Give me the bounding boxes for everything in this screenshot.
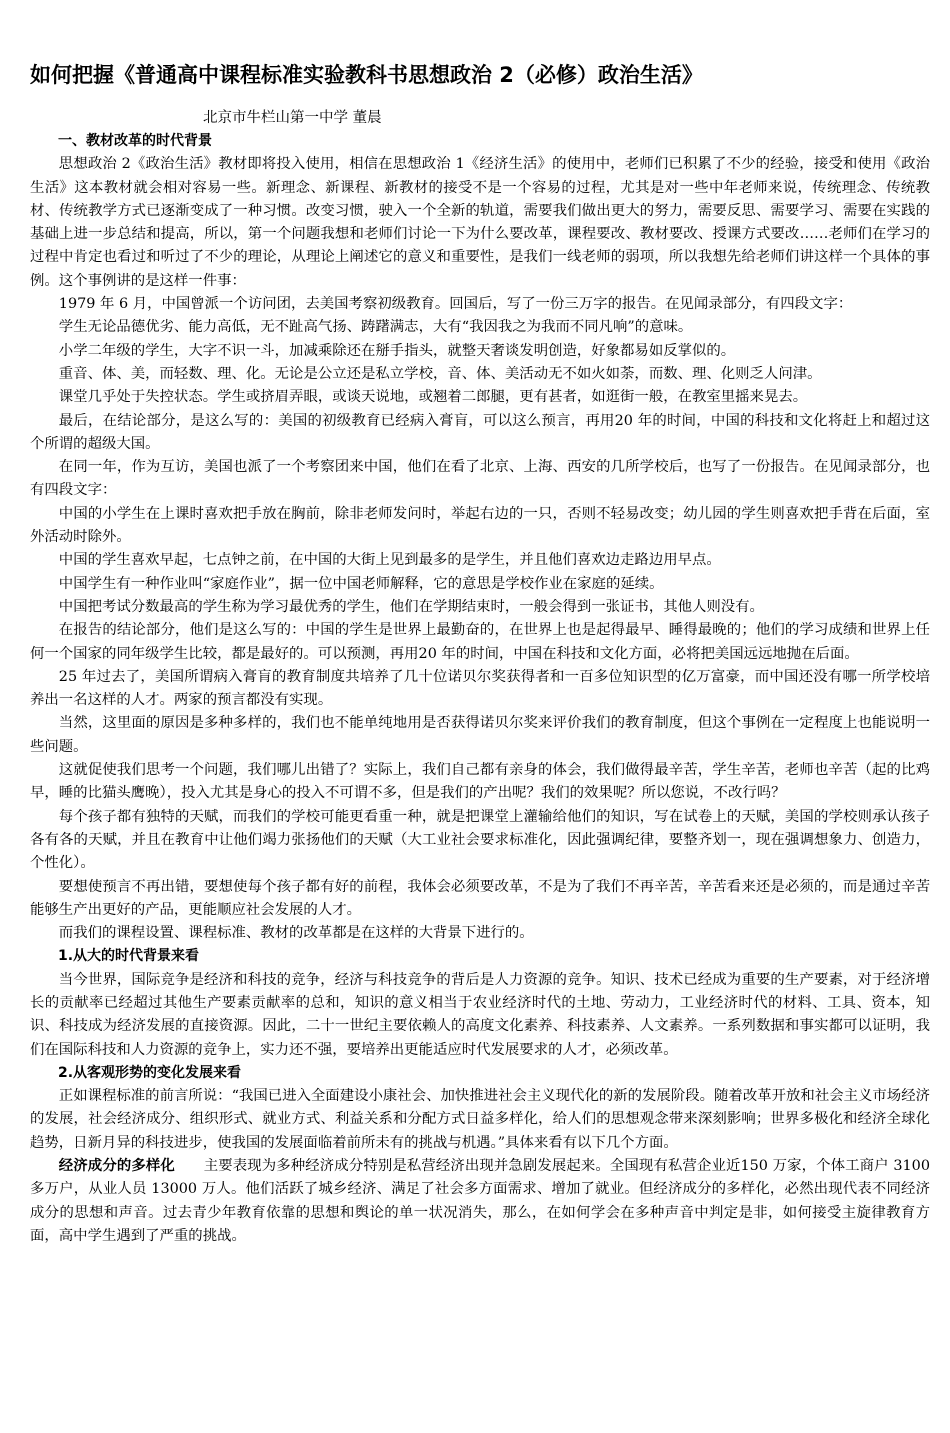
paragraph: 每个孩子都有独特的天赋，而我们的学校可能更看重一种，就是把课堂上灌输给他们的知识，写在试卷上的天赋，美国的学校则承认孩子各有各的天赋，并且在教育中让他们竭力张扬他们的天赋（大工业社会要求标准化，因此强调纪律，要整齐划一，现在强调想象力、创造力，个性化）。 [30, 808, 930, 872]
paragraph: 小学二年级的学生，大字不识一斗，加减乘除还在掰手指头，就整天奢谈发明创造，好象都易如反掌似的。 [58, 342, 736, 359]
paragraph: 重音、体、美，而轻数、理、化。无论是公立还是私立学校，音、体、美活动无不如火如荼，而数、理、化则乏人问津。 [58, 365, 822, 382]
paragraph: 在同一年，作为互访，美国也派了一个考察团来中国，他们在看了北京、上海、西安的几所学校后，也写了一份报告。在见闻录部分，也有四段文字： [30, 459, 930, 499]
paragraph: 最后，在结论部分，是这么写的：美国的初级教育已经病入膏肓，可以这么预言，再用20 年的时间，中国的科技和文化将赶上和超过这个所谓的超级大国。 [30, 412, 930, 452]
paragraph: 中国学生有一种作业叫“家庭作业”，据一位中国老师解释，它的意思是学校作业在家庭的延续。 [58, 575, 664, 592]
paragraph: 当然，这里面的原因是多种多样的，我们也不能单纯地用是否获得诺贝尔奖来评价我们的教育制度，但这个事例在一定程度上也能说明一些问题。 [30, 715, 930, 755]
paragraph: 正如课程标准的前言所说：“我国已进入全面建设小康社会、加快推进社会主义现代化的新的发展阶段。随着改革开放和社会主义市场经济的发展，社会经济成分、组织形式、就业方式、利益关系和分配方式日益多样化，给人们的思想观念带来深刻影响；世界多极化和经济全球化趋势，日新月异的科技进步，使我国的发展面临着前所未有的挑战与机遇。”具体来看有以下几个方面。 [30, 1088, 930, 1151]
section-heading: 一、教材改革的时代背景 [58, 133, 212, 149]
subsection-heading: 1.从大的时代背景来看 [58, 948, 200, 965]
paragraph: 当今世界，国际竞争是经济和科技的竞争，经济与科技竞争的背后是人力资源的竞争。知识、技术已经成为重要的生产要素，对于经济增长的贡献率已经超过其他生产要素贡献率的总和，知识的意义相当于农业经济时代的土地、劳动力，工业经济时代的材料、工具、资本，知识、科技成为经济发展的直接资源。因此，二十一世纪主要依赖人的高度文化素养、科技素养、人文素养。一系列数据和事实都可以证明，我们在国际科技和人力资源的竞争上，实力还不强，要培养出更能适应时代发展要求的人才，必须改革。 [30, 971, 930, 1058]
paragraph: 课堂几乎处于失控状态。学生或挤眉弄眼，或谈天说地，或翘着二郎腿，更有甚者，如逛街一般，在教室里摇来晃去。 [58, 389, 808, 406]
paragraph: 1979 年 6 月，中国曾派一个访问团，去美国考察初级教育。回国后，写了一份三万字的报告。在见闻录部分，有四段文字： [58, 296, 853, 313]
paragraph: 25 年过去了，美国所谓病入膏肓的教育制度共培养了几十位诺贝尔奖获得者和一百多位知识型的亿万富豪，而中国还没有哪一所学校培养出一名这样的人才。两家的预言都没有实现。 [30, 668, 930, 709]
paragraph: 中国的学生喜欢早起，七点钟之前，在中国的大街上见到最多的是学生，并且他们喜欢边走路边用早点。 [58, 552, 721, 569]
paragraph-text: 主要表现为多种经济成分特别是私营经济出现并急剧发展起来。全国现有私营企业近150 万家，个体工商户 3100 多万户，从业人员 13000 万人。他们活跃了城乡经济、满足了社会多方面需求、增加了就业。但经济成分的多样化，必然出现代表不同经济成分的思想和声音。过去青少年教育依靠的思想和舆论的单一状况消失，那么，在如何学会在多种声音中判定是非，如何接受主旋律教育方面，高中学生遇到了严重的挑战。 [30, 1158, 930, 1244]
paragraph: 中国把考试分数最高的学生称为学习最优秀的学生，他们在学期结束时，一般会得到一张证书，其他人则没有。 [58, 598, 764, 615]
paragraph-with-lead [30, 1155, 930, 1248]
paragraph: 这就促使我们思考一个问题，我们哪儿出错了？实际上，我们自己都有亲身的体会，我们做得最辛苦，学生辛苦，老师也辛苦（起的比鸡早，睡的比猫头鹰晚），投入尤其是身心的投入不可谓不多，但是我们的产出呢？我们的效果呢？所以您说，不改行吗？ [30, 762, 930, 802]
paragraph: 中国的小学生在上课时喜欢把手放在胸前，除非老师发问时，举起右边的一只，否则不轻易改变；幼儿园的学生则喜欢把手背在后面，室外活动时除外。 [30, 505, 930, 546]
paragraph: 而我们的课程设置、课程标准、教材的改革都是在这样的大背景下进行的。 [58, 925, 534, 942]
document-body [30, 130, 930, 1248]
paragraph: 学生无论品德优劣、能力高低，无不趾高气扬、踌躇满志，大有“我因我之为我而不同凡响”的意味。 [58, 319, 693, 336]
document-title: 如何把握《普通高中课程标准实验教科书思想政治 2（必修）政治生活》 [30, 63, 703, 87]
paragraph-lead: 经济成分的多样化 [58, 1158, 175, 1175]
author-line: 北京市牛栏山第一中学 董晨 [203, 110, 382, 126]
document-page [30, 60, 930, 1248]
subsection-heading: 2.从客观形势的变化发展来看 [58, 1064, 242, 1081]
paragraph: 在报告的结论部分，他们是这么写的：中国的学生是世界上最勤奋的，在世界上也是起得最早、睡得最晚的；他们的学习成绩和世界上任何一个国家的同年级学生比较，都是最好的。可以预测，再用20 年的时间，中国在科技和文化方面，必将把美国远远地抛在后面。 [30, 622, 930, 662]
paragraph: 要想使预言不再出错，要想使每个孩子都有好的前程，我体会必须要改革，不是为了我们不再辛苦，辛苦看来还是必须的，而是通过辛苦能够生产出更好的产品，更能顺应社会发展的人才。 [30, 878, 930, 918]
paragraph: 思想政治 2《政治生活》教材即将投入使用，相信在思想政治 1《经济生活》的使用中，老师们已积累了不少的经验，接受和使用《政治生活》这本教材就会相对容易一些。新理念、新课程、新教材的接受不是一个容易的过程，尤其是对一些中年老师来说，传统理念、传统教材、传统教学方式已逐渐变成了一种习惯。改变习惯，驶入一个全新的轨道，需要我们做出更大的努力，需要反思、需要学习、需要在实践的基础上进一步总结和提高，所以，第一个问题我想和老师们讨论一下为什么要改革，课程要改、教材要改、授课方式要改……老师们在学习的过程中肯定也看过和听过了不少的理论，从理论上阐述它的意义和重要性，是我们一线老师的弱项，所以我想先给老师们讲这样一个具体的事例。这个事例讲的是这样一件事： [30, 156, 930, 289]
